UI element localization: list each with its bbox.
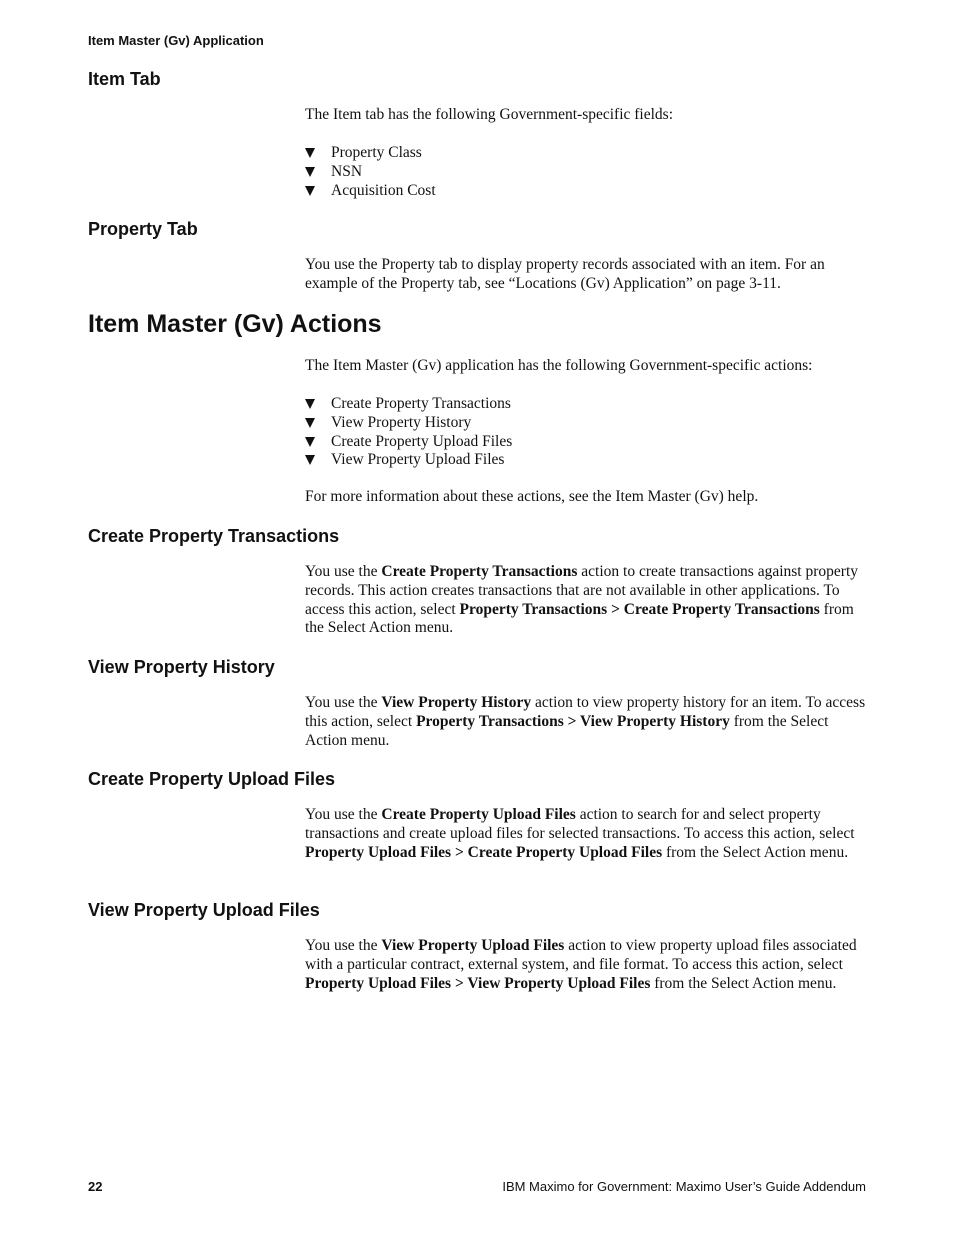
item-tab-heading: Item Tab	[88, 69, 161, 89]
view-history-heading: View Property History	[88, 657, 275, 677]
list-item: NSN	[305, 163, 436, 182]
list-item: View Property Upload Files	[305, 451, 512, 470]
triangle-bullet-icon	[305, 418, 315, 428]
actions-intro: The Item Master (Gv) application has the following Government-specific actions:	[305, 357, 813, 374]
property-tab-heading: Property Tab	[88, 219, 198, 239]
view-upload-text: You use the View Property Upload Files action to view property upload files associated with a particular contract, external system, and file format. To access this action, select Property Upload Files > View Property Upload Files from the Select Action menu.	[305, 937, 857, 992]
actions-heading: Item Master (Gv) Actions	[88, 310, 382, 338]
create-transactions-text: You use the Create Property Transactions action to create transactions against property records. This action creates transactions that are not available in other applications. To access this action, select Property Transactions > Create Property Transactions from the Select Action menu.	[305, 563, 859, 637]
create-transactions-heading: Create Property Transactions	[88, 526, 340, 546]
list-item: View Property History	[305, 414, 512, 433]
property-tab-text: You use the Property tab to display property records associated with an item. For an example of the Property tab, see “Locations (Gv) Application” on page 3-11.	[305, 256, 825, 292]
triangle-bullet-icon	[305, 455, 315, 465]
view-history-text: You use the View Property History action to view property history for an item. To access this action, select Property Transactions > View Property History from the Select Action menu.	[305, 694, 866, 749]
list-item: Create Property Upload Files	[305, 433, 512, 452]
view-upload-heading: View Property Upload Files	[88, 900, 320, 920]
item-tab-field-list	[305, 144, 436, 200]
create-upload-heading: Create Property Upload Files	[88, 769, 336, 789]
list-item: Property Class	[305, 144, 436, 163]
triangle-bullet-icon	[305, 148, 315, 158]
actions-more-info: For more information about these actions, see the Item Master (Gv) help.	[305, 488, 759, 505]
footer-book-title: IBM Maximo for Government: Maximo User’s Guide Addendum	[502, 1179, 866, 1194]
page-number: 22	[88, 1179, 103, 1194]
triangle-bullet-icon	[305, 186, 315, 196]
actions-list	[305, 395, 512, 470]
triangle-bullet-icon	[305, 167, 315, 177]
triangle-bullet-icon	[305, 399, 315, 409]
create-upload-text: You use the Create Property Upload Files action to search for and select property transactions and create upload files for selected transactions. To access this action, select Property Upload Files > Create Property Upload Files from the Select Action menu.	[305, 806, 855, 861]
list-item: Acquisition Cost	[305, 182, 436, 201]
triangle-bullet-icon	[305, 437, 315, 447]
list-item: Create Property Transactions	[305, 395, 512, 414]
item-tab-intro: The Item tab has the following Government-specific fields:	[305, 106, 674, 123]
running-head: Item Master (Gv) Application	[88, 33, 264, 48]
